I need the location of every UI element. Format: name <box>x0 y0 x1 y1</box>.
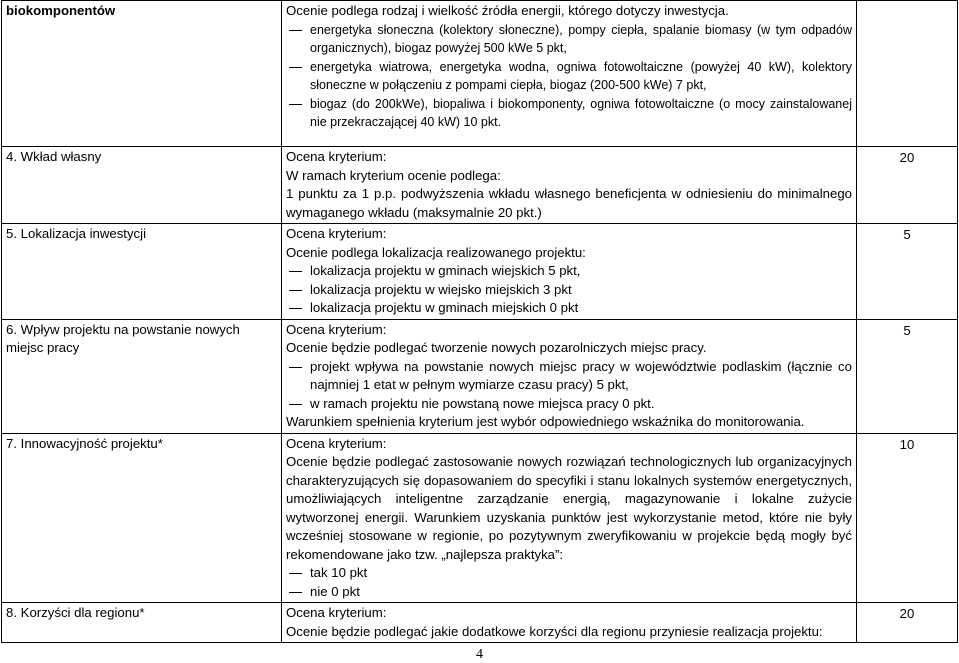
criterion-name: 8. Korzyści dla regionu* <box>2 603 282 643</box>
criterion-description <box>282 147 857 224</box>
list-item: nie 0 pkt <box>286 583 852 602</box>
criterion-points: 20 <box>857 603 958 643</box>
table-row <box>2 224 958 320</box>
criterion-bullets <box>286 262 852 318</box>
criterion-description <box>282 433 857 603</box>
criterion-heading: Ocena kryterium: <box>286 226 387 241</box>
list-item: biogaz (do 200kWe), biopaliwa i biokomponenty, ogniwa fotowoltaiczne (o mocy zainstalowanej nie przekraczającej 40 kW) 10 pkt. <box>286 95 852 132</box>
criterion-heading: Ocena kryterium: <box>286 321 387 337</box>
criterion-heading: Ocena kryterium: <box>286 435 387 451</box>
table-row <box>2 433 958 603</box>
criterion-name: 4. Wkład własny <box>2 147 282 224</box>
list-item: lokalizacja projektu w gminach wiejskich 5 pkt, <box>286 262 852 281</box>
list-item: energetyka słoneczna (kolektory słoneczne), pompy ciepła, spalanie biomasy (w tym odpadów organicznych), biogaz powyżej 500 kWe 5 pkt, <box>286 21 852 58</box>
criterion-text: Ocenie będzie podlegać tworzenie nowych pozarolniczych miejsc pracy. <box>286 340 707 355</box>
list-item: projekt wpływa na powstanie nowych miejsc pracy w województwie podlaskim (łącznie co najmniej 1 etat w pełnym wymiarze czasu pracy) 5 pkt, <box>286 358 852 395</box>
criterion-text: Ocenie będzie podlegać jakie dodatkowe korzyści dla regionu przyniesie realizacja projektu: <box>286 623 823 639</box>
criterion-description <box>282 1 857 147</box>
criterion-text: W ramach kryterium ocenie podlega: <box>286 167 501 183</box>
criterion-description <box>282 603 857 643</box>
page-number: 4 <box>476 647 483 662</box>
criterion-bullets <box>286 358 852 414</box>
criterion-points <box>857 1 958 147</box>
criterion-description <box>282 319 857 433</box>
criterion-points: 5 <box>857 224 958 320</box>
criterion-bullets <box>286 21 852 132</box>
criterion-heading: Ocena kryterium: <box>286 605 387 620</box>
criterion-name: biokomponentów <box>2 1 282 147</box>
list-item: lokalizacja projektu w gminach miejskich 0 pkt <box>286 299 852 318</box>
table-row <box>2 1 958 147</box>
criterion-points: 5 <box>857 319 958 433</box>
criterion-name: 5. Lokalizacja inwestycji <box>2 224 282 320</box>
criterion-heading: Ocenie podlega rodzaj i wielkość źródła energii, którego dotyczy inwestycja. <box>286 3 729 18</box>
table-row <box>2 319 958 433</box>
table-row <box>2 603 958 643</box>
criterion-points: 20 <box>857 147 958 224</box>
table-row <box>2 147 958 224</box>
list-item: tak 10 pkt <box>286 564 852 583</box>
criterion-text: Ocenie będzie podlegać zastosowanie nowych rozwiązań technologicznych lub organizacyjnych charakteryzujących się dopasowaniem do specyfiki i stanu lokalnych systemów energetycznych, umożliwiających inteligentne zarządzanie energią, magazynowanie i lokalne zużycie wytworzonej energii. Warunkiem uzyskania punktów jest wykorzystanie metod, które nie były wcześniej stosowane w regionie, po pozytywnym zweryfikowaniu w projekcie będą mogły być rekomendowane jako tzw. „najlepsza praktyka”: <box>286 454 852 562</box>
criterion-heading: Ocena kryterium: <box>286 149 387 164</box>
criterion-description <box>282 224 857 320</box>
list-item: energetyka wiatrowa, energetyka wodna, ogniwa fotowoltaiczne (powyżej 40 kW), kolektory słoneczne w połączeniu z pompami ciepła, biogaz (200-500 kWe) 7 pkt, <box>286 58 852 95</box>
criterion-points: 10 <box>857 433 958 603</box>
list-item: w ramach projektu nie powstaną nowe miejsca pracy 0 pkt. <box>286 395 852 414</box>
criterion-footer: Warunkiem spełnienia kryterium jest wybór odpowiedniego wskaźnika do monitorowania. <box>286 414 805 429</box>
list-item: lokalizacja projektu w wiejsko miejskich 3 pkt <box>286 281 852 300</box>
criteria-table <box>1 0 958 643</box>
criterion-text: 1 punktu za 1 p.p. podwyższenia wkładu własnego beneficjenta w odniesieniu do minimalnego wymaganego wkładu (maksymalnie 20 pkt.) <box>286 186 852 220</box>
criterion-bullets <box>286 564 852 601</box>
criterion-text: Ocenie podlega lokalizacja realizowanego projektu: <box>286 244 586 260</box>
criterion-name: 7. Innowacyjność projektu* <box>2 433 282 603</box>
criterion-name: 6. Wpływ projektu na powstanie nowych miejsc pracy <box>2 319 282 433</box>
